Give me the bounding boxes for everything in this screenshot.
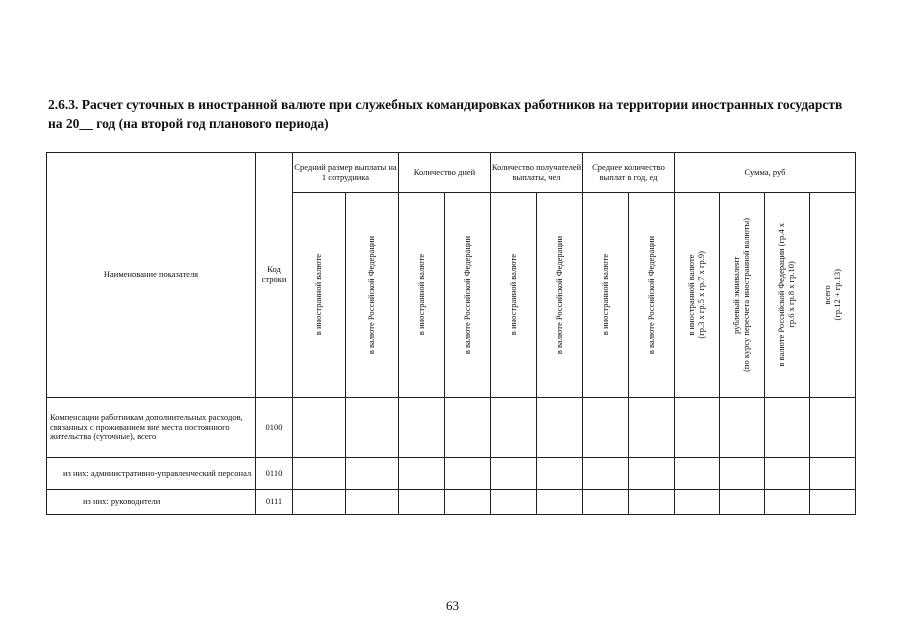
subheader-col-14: всего (гр.12 + гр.13) bbox=[810, 193, 856, 398]
data-cell[interactable] bbox=[765, 398, 810, 458]
table-row bbox=[47, 458, 856, 490]
data-cell[interactable] bbox=[491, 458, 537, 490]
header-group-avg-payment: Средний размер выплаты на 1 сотрудника bbox=[293, 153, 399, 193]
subheader-col-3: в иностранной валюте bbox=[293, 193, 346, 398]
subheader-col-12: рублевый эквивалент (по курсу пересчета иностранной валюты) bbox=[720, 193, 765, 398]
subheader-col-9: в иностранной валюте bbox=[583, 193, 629, 398]
data-cell[interactable] bbox=[346, 458, 399, 490]
subheader-col-5: в иностранной валюте bbox=[399, 193, 445, 398]
data-cell[interactable] bbox=[583, 490, 629, 515]
row-label: из них: административно-управленческий персонал bbox=[47, 458, 256, 490]
header-group-days: Количество дней bbox=[399, 153, 491, 193]
data-cell[interactable] bbox=[765, 458, 810, 490]
data-cell[interactable] bbox=[445, 458, 491, 490]
data-cell[interactable] bbox=[675, 458, 720, 490]
data-cell[interactable] bbox=[445, 490, 491, 515]
data-cell[interactable] bbox=[537, 398, 583, 458]
page-number: 63 bbox=[446, 598, 459, 613]
data-cell[interactable] bbox=[720, 458, 765, 490]
row-code: 0100 bbox=[256, 398, 293, 458]
row-code: 0110 bbox=[256, 458, 293, 490]
data-cell[interactable] bbox=[445, 398, 491, 458]
data-cell[interactable] bbox=[346, 490, 399, 515]
header-indicator-name: Наименование показателя bbox=[47, 153, 256, 398]
subheader-col-10: в валюте Российской Федерации bbox=[629, 193, 675, 398]
data-cell[interactable] bbox=[293, 490, 346, 515]
data-cell[interactable] bbox=[537, 490, 583, 515]
subheader-col-7: в иностранной валюте bbox=[491, 193, 537, 398]
header-group-payments-per-year: Среднее количество выплат в год, ед bbox=[583, 153, 675, 193]
subheader-col-13: в валюте Российской Федерации (гр.4 х гр.6 х гр.8 х гр.10) bbox=[765, 193, 810, 398]
data-cell[interactable] bbox=[491, 490, 537, 515]
data-cell[interactable] bbox=[399, 490, 445, 515]
row-label: из них: руководители bbox=[47, 490, 256, 515]
data-cell[interactable] bbox=[583, 398, 629, 458]
data-cell[interactable] bbox=[720, 490, 765, 515]
row-label: Компенсации работникам дополнительных расходов, связанных с проживанием вне места постоянного жительства (суточные), всего bbox=[47, 398, 256, 458]
data-cell[interactable] bbox=[629, 490, 675, 515]
data-cell[interactable] bbox=[720, 398, 765, 458]
data-cell[interactable] bbox=[293, 458, 346, 490]
data-cell[interactable] bbox=[583, 458, 629, 490]
data-cell[interactable] bbox=[491, 398, 537, 458]
data-cell[interactable] bbox=[293, 398, 346, 458]
data-cell[interactable] bbox=[810, 398, 856, 458]
subheader-col-6: в валюте Российской Федерации bbox=[445, 193, 491, 398]
row-code: 0111 bbox=[256, 490, 293, 515]
subheader-col-8: в валюте Российской Федерации bbox=[537, 193, 583, 398]
daily-allowance-table bbox=[46, 152, 856, 515]
header-row-code: Код строки bbox=[256, 153, 293, 398]
header-row-groups bbox=[47, 153, 856, 193]
data-cell[interactable] bbox=[537, 458, 583, 490]
data-cell[interactable] bbox=[399, 458, 445, 490]
table-row bbox=[47, 490, 856, 515]
subheader-col-4: в валюте Российской Федерации bbox=[346, 193, 399, 398]
subheader-col-11: в иностранной валюте (гр.3 х гр.5 х гр.7 х гр.9) bbox=[675, 193, 720, 398]
data-cell[interactable] bbox=[399, 398, 445, 458]
data-cell[interactable] bbox=[629, 398, 675, 458]
data-cell[interactable] bbox=[810, 458, 856, 490]
table-row bbox=[47, 398, 856, 458]
data-cell[interactable] bbox=[346, 398, 399, 458]
header-group-sum: Сумма, руб bbox=[675, 153, 856, 193]
data-cell[interactable] bbox=[765, 490, 810, 515]
data-cell[interactable] bbox=[810, 490, 856, 515]
section-heading: 2.6.3. Расчет суточных в иностранной валюте при служебных командировках работников на территории иностранных государств на 20__ год (на второй год планового периода) bbox=[48, 97, 843, 131]
data-cell[interactable] bbox=[675, 490, 720, 515]
data-cell[interactable] bbox=[675, 398, 720, 458]
data-cell[interactable] bbox=[629, 458, 675, 490]
header-group-recipients: Количество получателей выплаты, чел bbox=[491, 153, 583, 193]
